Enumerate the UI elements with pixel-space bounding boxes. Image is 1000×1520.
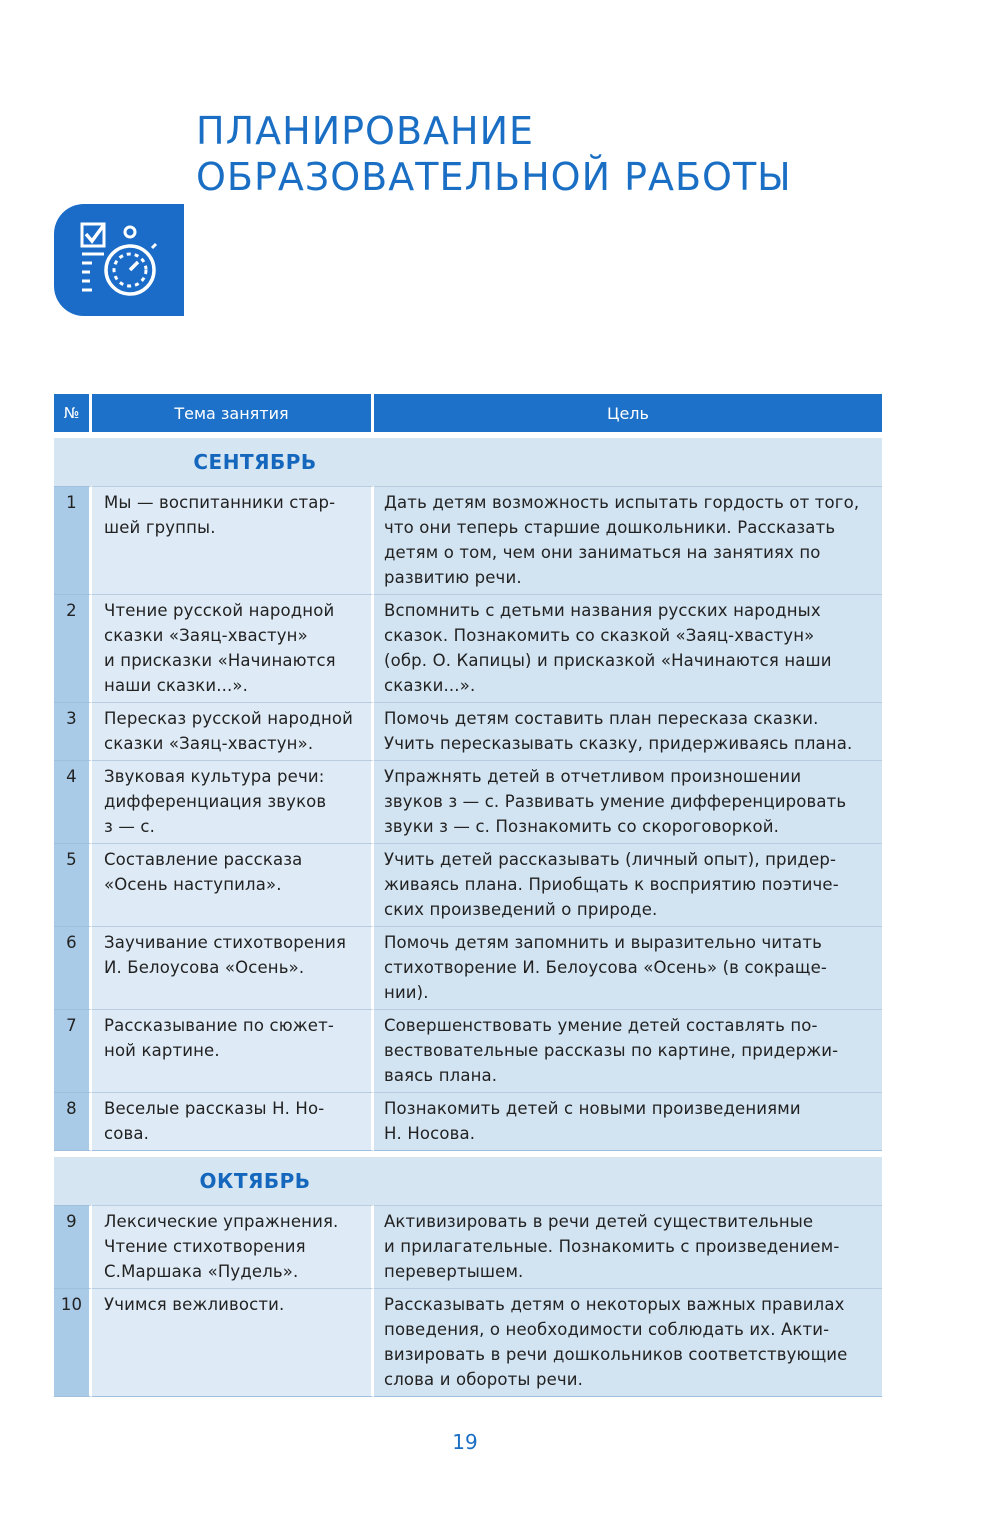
lesson-number: 9: [54, 1205, 92, 1288]
table-row: [54, 1009, 882, 1092]
lesson-number: 3: [54, 702, 92, 760]
checklist-stopwatch-icon: [76, 218, 162, 304]
lesson-goal: Упражнять детей в отчетливом произношении звуков з — с. Развивать умение дифференцировать звуки з — с. Познакомить со скороговоркой.: [374, 760, 882, 843]
month-row: [54, 432, 882, 486]
table-row: [54, 843, 882, 926]
lesson-goal: Учить детей рассказывать (личный опыт), придер- живаясь плана. Приобщать к восприятию поэтиче- ских произведений о природе.: [374, 843, 882, 926]
lesson-number: 7: [54, 1009, 92, 1092]
table-row: [54, 1092, 882, 1151]
month-label: ОКТЯБРЬ: [199, 1169, 311, 1193]
table-row: [54, 702, 882, 760]
table-row: [54, 594, 882, 702]
lesson-number: 1: [54, 486, 92, 594]
lesson-topic: Пересказ русской народной сказки «Заяц-хвастун».: [92, 702, 374, 760]
title-line-2: ОБРАЗОВАТЕЛЬНОЙ РАБОТЫ: [196, 155, 792, 199]
lesson-goal: Познакомить детей с новыми произведениями Н. Носова.: [374, 1092, 882, 1151]
lesson-topic: Лексические упражнения. Чтение стихотворения С.Маршака «Пудель».: [92, 1205, 374, 1288]
table-row: [54, 1205, 882, 1288]
lesson-topic: Заучивание стихотворения И. Белоусова «Осень».: [92, 926, 374, 1009]
lesson-goal: Помочь детям составить план пересказа сказки. Учить пересказывать сказку, придерживаясь плана.: [374, 702, 882, 760]
lesson-topic: Рассказывание по сюжет- ной картине.: [92, 1009, 374, 1092]
lesson-goal: Рассказывать детям о некоторых важных правилах поведения, о необходимости соблюдать их. Акти- визировать в речи дошкольников соответствующие слова и обороты речи.: [374, 1288, 882, 1397]
lesson-number: 5: [54, 843, 92, 926]
column-header-num: №: [54, 394, 92, 432]
column-header-topic: Тема занятия: [92, 394, 374, 432]
lesson-number: 4: [54, 760, 92, 843]
lesson-number: 8: [54, 1092, 92, 1151]
month-cell: [54, 432, 882, 486]
lesson-number: 10: [54, 1288, 92, 1397]
lesson-topic: Звуковая культура речи: дифференциация звуков з — с.: [92, 760, 374, 843]
table-row: [54, 1288, 882, 1397]
lesson-topic: Составление рассказа «Осень наступила».: [92, 843, 374, 926]
table-row: [54, 926, 882, 1009]
lesson-plan-table: [54, 394, 882, 1397]
title-line-1: ПЛАНИРОВАНИЕ: [196, 109, 535, 153]
lesson-goal: Помочь детям запомнить и выразительно читать стихотворение И. Белоусова «Осень» (в сокраще- нии).: [374, 926, 882, 1009]
month-cell: [54, 1151, 882, 1205]
table-row: [54, 486, 882, 594]
page-number: 19: [452, 1430, 478, 1454]
table-body: [54, 432, 882, 1397]
month-row: [54, 1151, 882, 1205]
lesson-number: 6: [54, 926, 92, 1009]
month-label: СЕНТЯБРЬ: [193, 450, 317, 474]
lesson-number: 2: [54, 594, 92, 702]
lesson-goal: Вспомнить с детьми названия русских народных сказок. Познакомить со сказкой «Заяц-хвастун» (обр. О. Капицы) и присказкой «Начинаются наши сказки...».: [374, 594, 882, 702]
lesson-topic: Учимся вежливости.: [92, 1288, 374, 1397]
lesson-goal: Совершенствовать умение детей составлять по- вествовательные рассказы по картине, придержи- ваясь плана.: [374, 1009, 882, 1092]
table-row: [54, 760, 882, 843]
lesson-topic: Мы — воспитанники стар- шей группы.: [92, 486, 374, 594]
column-header-goal: Цель: [374, 394, 882, 432]
table-header-row: [54, 394, 882, 432]
page-title: [196, 108, 792, 200]
lesson-topic: Веселые рассказы Н. Но- сова.: [92, 1092, 374, 1151]
lesson-goal: Активизировать в речи детей существительные и прилагательные. Познакомить с произведением- перевертышем.: [374, 1205, 882, 1288]
lesson-goal: Дать детям возможность испытать гордость от того, что они теперь старшие дошкольники. Рассказать детям о том, чем они заниматься на занятиях по развитию речи.: [374, 486, 882, 594]
lesson-topic: Чтение русской народной сказки «Заяц-хвастун» и присказки «Начинаются наши сказки...».: [92, 594, 374, 702]
section-icon-box: [54, 204, 184, 316]
